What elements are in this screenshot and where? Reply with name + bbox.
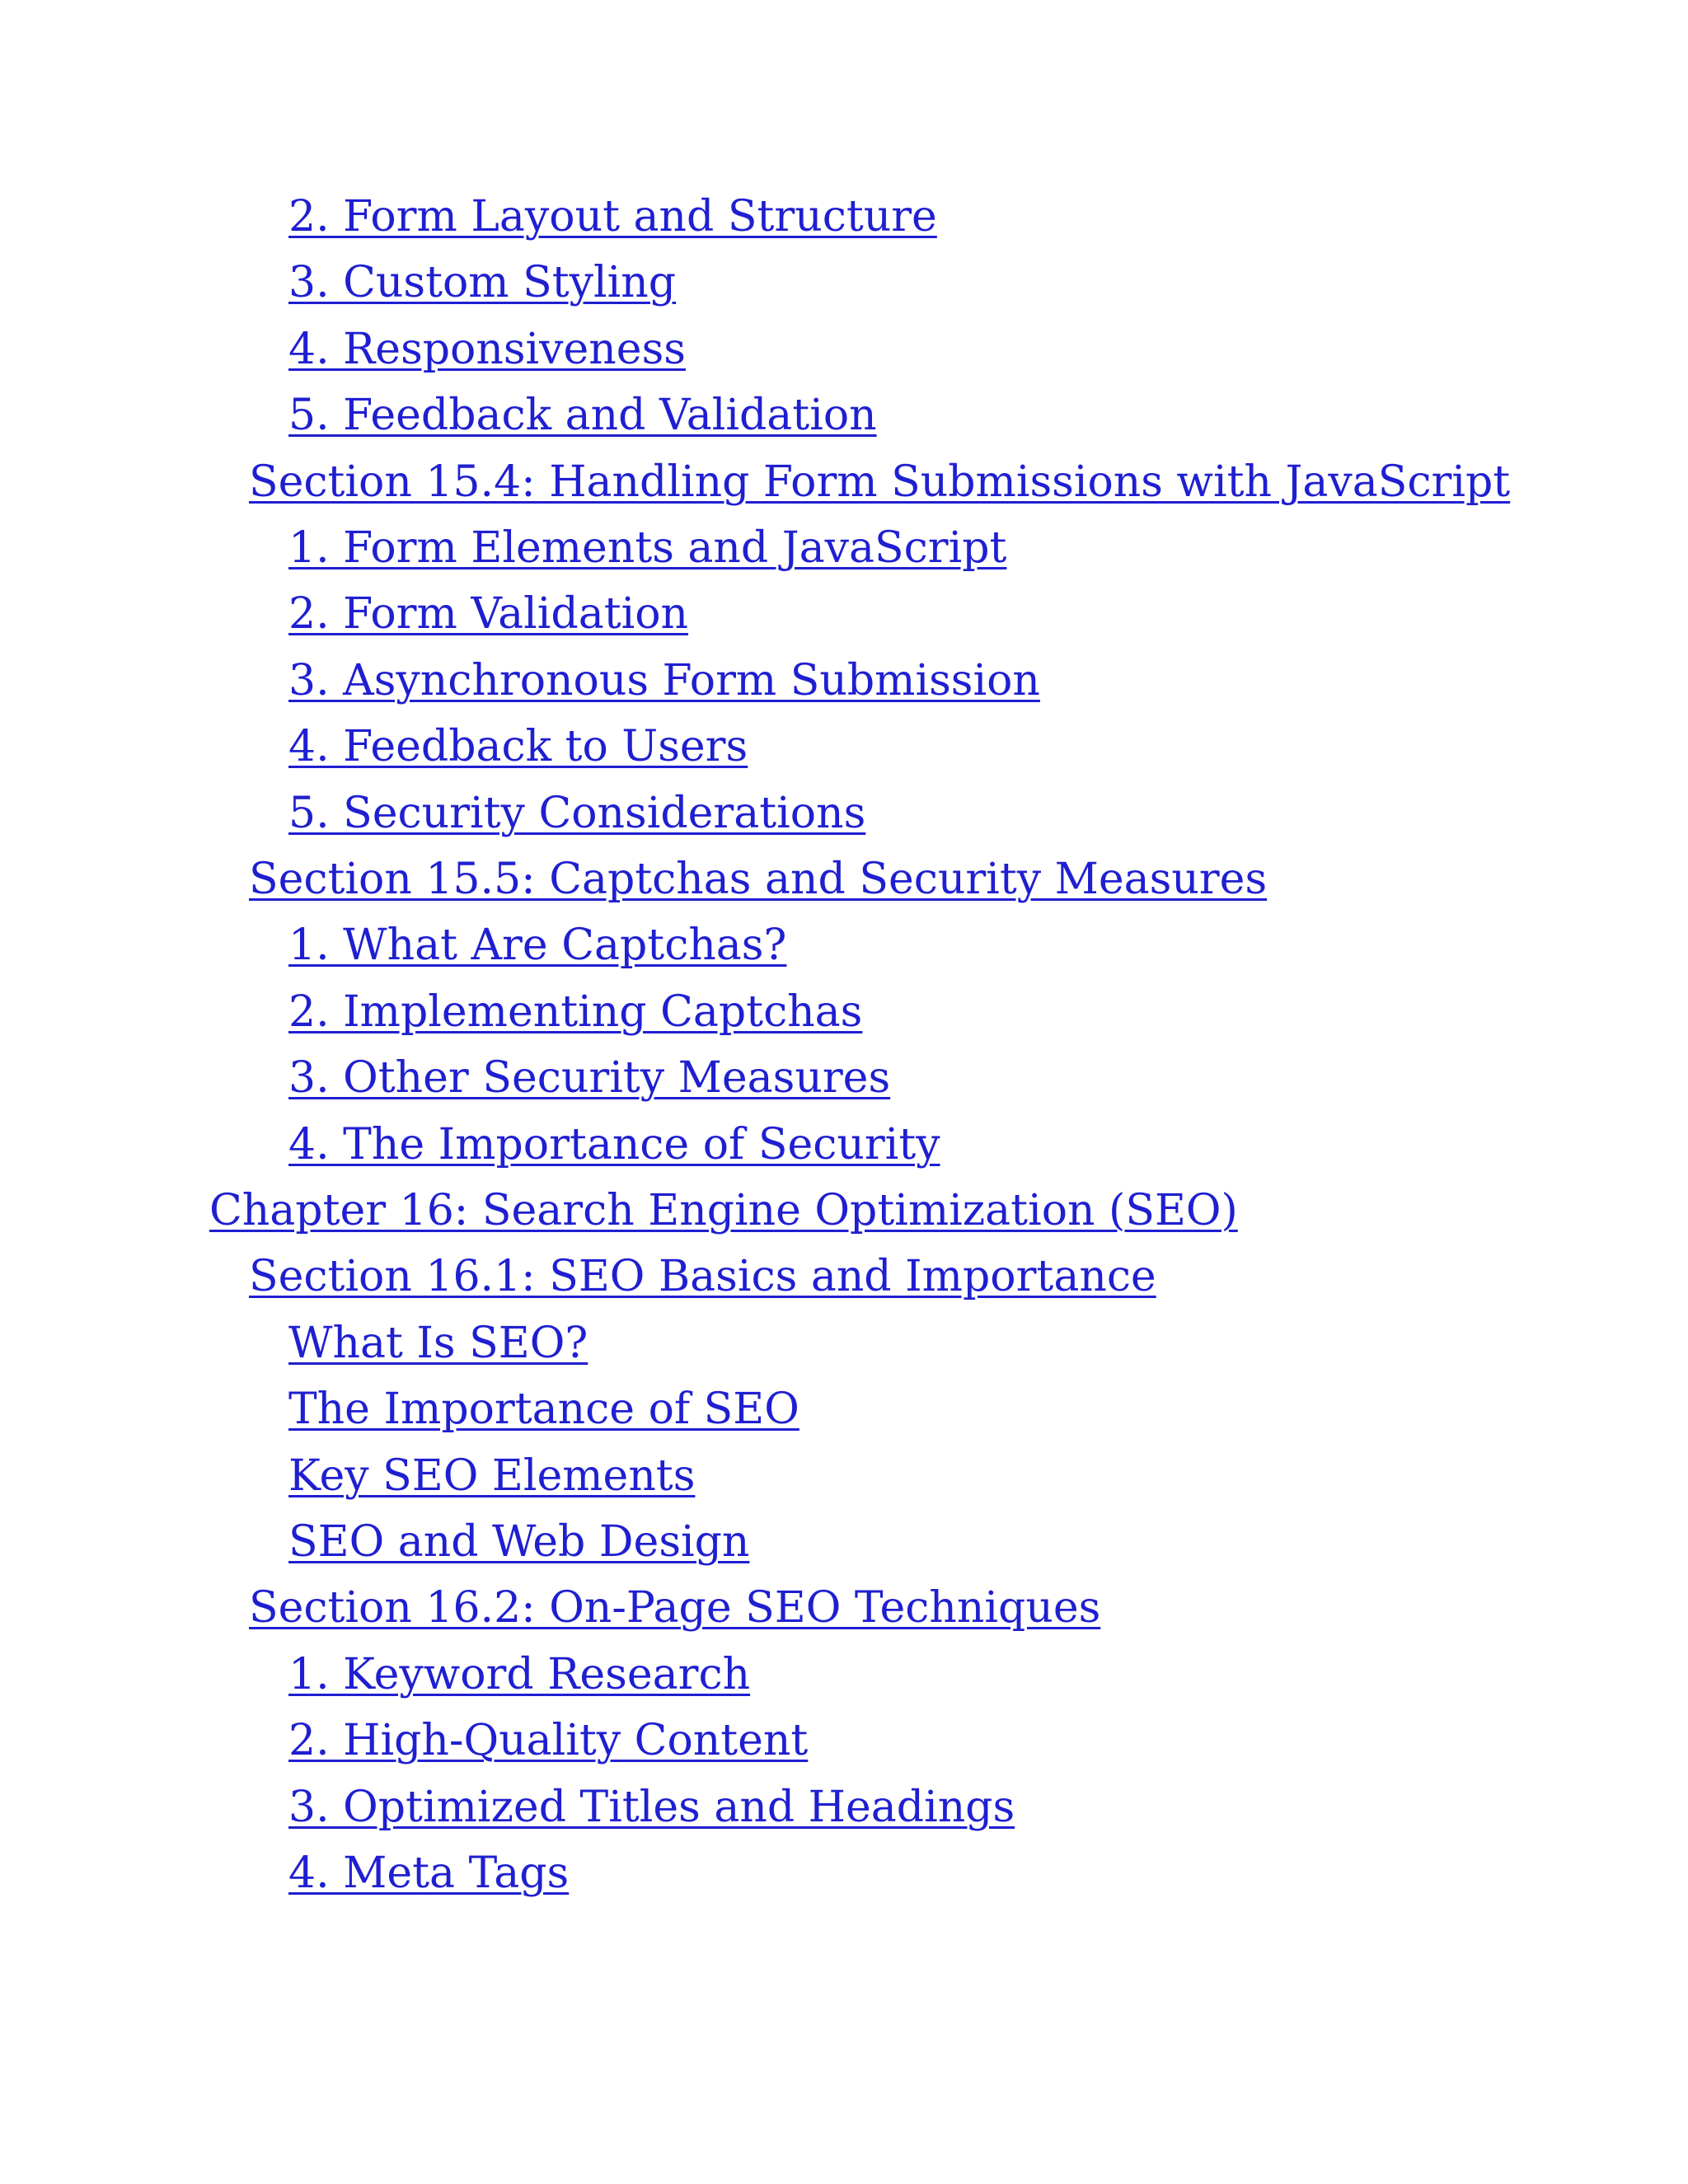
toc-link[interactable]: Section 15.4: Handling Form Submissions with JavaScript <box>249 457 1511 507</box>
toc-link[interactable]: 1. Form Elements and JavaScript <box>288 523 1007 573</box>
toc-entry <box>288 987 862 1038</box>
toc-link[interactable]: 3. Optimized Titles and Headings <box>288 1783 1015 1832</box>
toc-link[interactable]: 3. Other Security Measures <box>288 1053 891 1103</box>
toc-entry <box>209 1185 1238 1236</box>
toc-entry <box>288 1649 750 1700</box>
toc-entry <box>288 1119 940 1170</box>
toc-link[interactable]: What Is SEO? <box>288 1319 588 1368</box>
toc-link[interactable]: 2. Form Validation <box>288 589 689 639</box>
toc-link[interactable]: 1. Keyword Research <box>288 1650 751 1699</box>
toc-link[interactable]: 4. The Importance of Security <box>288 1120 940 1169</box>
toc-link[interactable]: 2. Form Layout and Structure <box>288 192 937 241</box>
toc-entry <box>249 1582 1100 1633</box>
toc-entry <box>288 1516 749 1568</box>
toc-link[interactable]: 2. Implementing Captchas <box>288 987 863 1037</box>
toc-entry <box>288 1782 1015 1833</box>
toc-link[interactable]: Key SEO Elements <box>288 1451 696 1501</box>
toc-entry <box>288 1052 890 1104</box>
toc-entry <box>288 588 688 640</box>
toc-entry <box>288 788 865 839</box>
toc-entry <box>288 1715 808 1766</box>
toc-entry <box>288 390 877 441</box>
toc-entry <box>249 457 1510 508</box>
toc-link[interactable]: 3. Custom Styling <box>288 258 677 307</box>
toc-entry <box>288 1848 569 1899</box>
toc-link[interactable]: Section 15.5: Captchas and Security Measures <box>249 855 1268 904</box>
toc-entry <box>288 655 1040 706</box>
toc-entry <box>288 523 1006 574</box>
toc-link[interactable]: 4. Meta Tags <box>288 1849 570 1898</box>
toc-link[interactable]: 1. What Are Captchas? <box>288 921 787 970</box>
toc-link[interactable]: 4. Feedback to Users <box>288 722 748 771</box>
toc-link[interactable]: SEO and Web Design <box>288 1517 750 1567</box>
toc-link[interactable]: 5. Feedback and Validation <box>288 391 877 440</box>
toc-entry <box>288 1318 588 1369</box>
toc-link[interactable]: 3. Asynchronous Form Submission <box>288 656 1040 705</box>
toc-entry <box>288 257 676 308</box>
toc-link[interactable]: 5. Security Considerations <box>288 789 866 838</box>
toc-entry <box>288 920 786 971</box>
toc-link[interactable]: Chapter 16: Search Engine Optimization (SEO) <box>209 1186 1238 1235</box>
toc-link[interactable]: 4. Responsiveness <box>288 325 686 374</box>
toc-entry <box>288 1384 799 1435</box>
toc-entry <box>288 191 937 242</box>
toc-entry <box>288 324 686 375</box>
toc-link[interactable]: Section 16.2: On-Page SEO Techniques <box>249 1583 1101 1633</box>
toc-link[interactable]: Section 16.1: SEO Basics and Importance <box>249 1252 1156 1301</box>
toc-entry <box>249 854 1267 905</box>
toc-link[interactable]: 2. High-Quality Content <box>288 1716 809 1765</box>
toc-entry <box>249 1251 1156 1302</box>
toc-link[interactable]: The Importance of SEO <box>288 1385 799 1434</box>
toc-entry <box>288 1451 695 1502</box>
toc-entry <box>288 721 748 772</box>
